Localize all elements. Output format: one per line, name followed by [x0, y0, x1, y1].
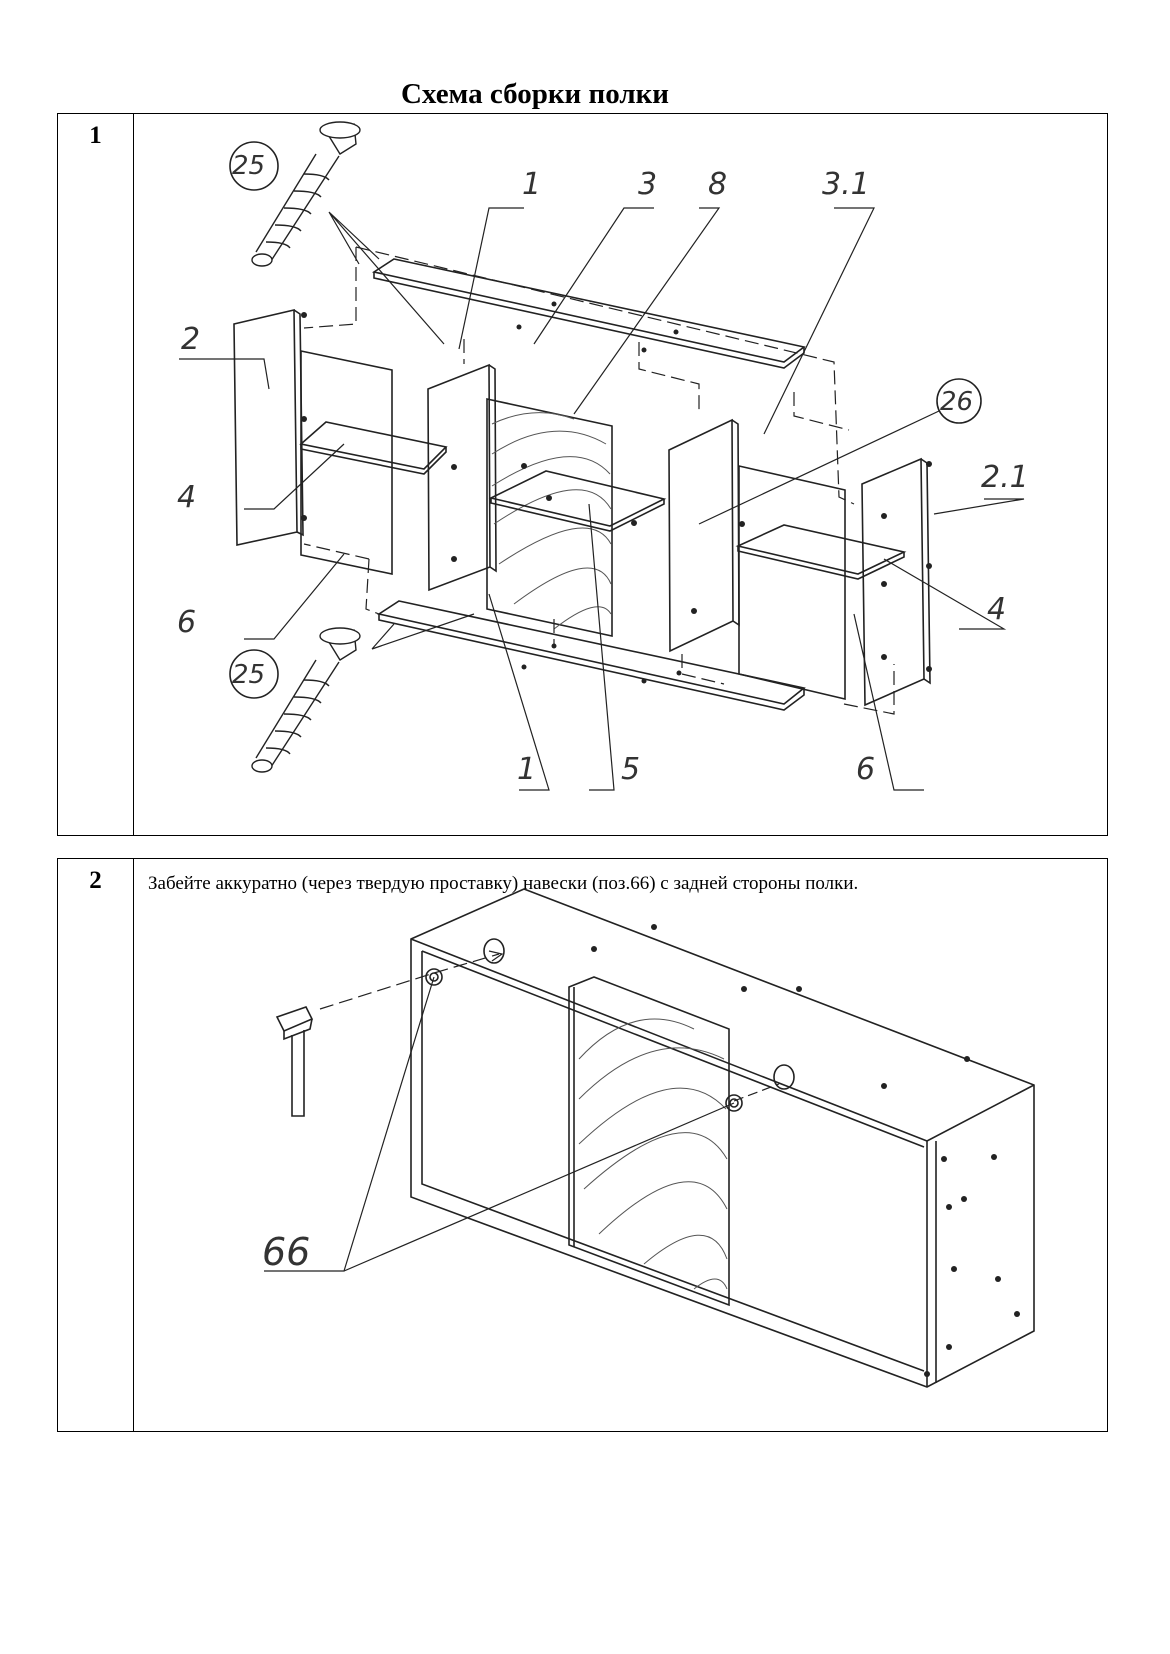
- step-2-drawing-cell: [134, 859, 1107, 1431]
- confirmat-screw-bottom: [252, 628, 360, 772]
- callout-1-top: 1: [522, 167, 542, 202]
- step-number-cell: [58, 114, 134, 835]
- right-shelf: [738, 525, 904, 574]
- confirmat-screw-top: [252, 122, 360, 266]
- partition-3: [428, 365, 490, 590]
- callout-25-bottom: 25: [232, 660, 266, 690]
- step-1-panel: [57, 113, 1108, 836]
- callout-2: 2: [181, 322, 201, 357]
- callout-66: 66: [262, 1230, 311, 1274]
- callout-4-left: 4: [177, 480, 197, 515]
- callout-25-top: 25: [232, 151, 266, 181]
- left-back-panel: [301, 351, 392, 574]
- step-instruction: Забейте аккуратно (через твердую проставку) навески (поз.66) с задней стороны полки.: [148, 873, 859, 894]
- bottom-panel: [379, 601, 804, 704]
- exploded-assembly-diagram: [134, 114, 1108, 835]
- callout-26: 26: [940, 387, 974, 417]
- step-2-panel: [57, 858, 1108, 1432]
- left-shelf: [301, 422, 446, 469]
- step-number: 2: [89, 867, 102, 894]
- callout-8: 8: [708, 167, 728, 202]
- callout-5: 5: [621, 752, 641, 787]
- callout-3-1: 3.1: [822, 167, 870, 202]
- page-title: Схема сборки полки: [400, 78, 670, 110]
- callout-6-left: 6: [177, 605, 197, 640]
- callout-3: 3: [638, 167, 658, 202]
- callout-6-right: 6: [856, 752, 876, 787]
- step-1-drawing-cell: [134, 114, 1107, 835]
- callout-2-1: 2.1: [981, 460, 1029, 495]
- right-back-panel: [739, 466, 845, 699]
- hammer-icon: [277, 1007, 312, 1116]
- hanger-installation-diagram: [134, 859, 1108, 1431]
- callout-1-bottom: 1: [517, 752, 537, 787]
- step-number: 1: [89, 122, 102, 149]
- step-number-cell: [58, 859, 134, 1431]
- partition-3-1: [669, 420, 733, 651]
- callout-4-right: 4: [987, 592, 1007, 627]
- left-side-panel: [234, 310, 297, 545]
- cabinet-body: [411, 889, 1034, 1387]
- right-side-panel: [862, 459, 924, 705]
- middle-back-panel: [569, 977, 729, 1305]
- top-panel: [374, 259, 804, 362]
